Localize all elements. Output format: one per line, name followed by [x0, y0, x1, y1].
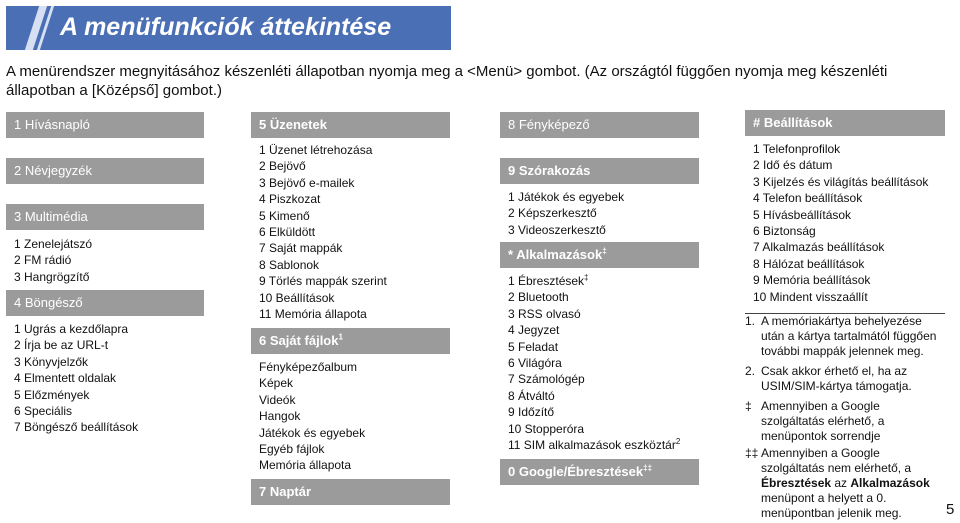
- list-item: Fényképezőalbum: [259, 360, 358, 374]
- item-label: 11 SIM alkalmazások eszköztár: [508, 438, 676, 453]
- footnote-line: menüpontban jelenik meg.: [761, 506, 902, 520]
- list-item: 7 Saját mappák: [259, 241, 343, 256]
- list-item: [508, 273, 680, 289]
- messages-submenu: [259, 142, 387, 322]
- list-item: 5 Kimenő: [259, 208, 310, 223]
- footnote-line: után a kártya tartalmától függően: [761, 329, 937, 343]
- list-item: 6 Speciális: [14, 404, 73, 419]
- list-item: 5 Feladat: [508, 339, 559, 354]
- menu-header-call-log: 1 Hívásnapló: [6, 112, 204, 138]
- footnote-line: menüpont a helyett a 0.: [761, 491, 887, 505]
- footnote-marker: ‡: [584, 273, 589, 282]
- list-item: 4 Telefon beállítások: [753, 191, 863, 206]
- menu-header-browser: 4 Böngésző: [6, 290, 204, 316]
- list-item: 9 Törlés mappák szerint: [259, 274, 387, 289]
- footnote-1: [745, 314, 936, 359]
- my-files-submenu: [259, 359, 365, 474]
- settings-submenu: [753, 141, 928, 305]
- list-item: 4 Piszkozat: [259, 192, 321, 207]
- footnote-line: további mappák jelennek meg.: [761, 344, 924, 358]
- footnote-text: az: [831, 476, 851, 490]
- footnote-line: Csak akkor érhető el, ha az: [761, 364, 908, 378]
- item-label: 1 Ébresztések: [508, 274, 585, 288]
- list-item: 1 Ugrás a kezdőlapra: [14, 322, 129, 336]
- list-item: 7 Alkalmazás beállítások: [753, 240, 885, 255]
- list-item: 1 Játékok és egyebek: [508, 190, 625, 204]
- footnote-line: USIM/SIM-kártya támogatja.: [761, 379, 912, 393]
- list-item: [508, 437, 680, 453]
- footnote-line: Amennyiben a Google: [761, 446, 880, 460]
- menu-header-my-files: [251, 328, 450, 354]
- list-item: 3 Könyvjelzők: [14, 354, 89, 369]
- list-item: 9 Memória beállítások: [753, 273, 871, 288]
- list-item: 7 Számológép: [508, 372, 585, 387]
- list-item: 3 Bejövő e-mailek: [259, 175, 355, 190]
- footnote-marker: 1.: [745, 314, 756, 328]
- applications-submenu: [508, 273, 680, 453]
- list-item: 9 Időzítő: [508, 405, 555, 420]
- list-item: 6 Biztonság: [753, 224, 816, 239]
- browser-submenu: [14, 321, 138, 436]
- list-item: 3 Videoszerkesztő: [508, 222, 606, 237]
- list-item: 1 Zenelejátszó: [14, 237, 93, 251]
- page-title-bar: [6, 6, 451, 50]
- list-item: Videók: [259, 392, 296, 407]
- footnote-marker: ‡‡: [643, 463, 653, 473]
- page-number: 5: [946, 501, 955, 518]
- footnote-marker: 2: [675, 437, 681, 447]
- list-item: 3 RSS olvasó: [508, 306, 581, 321]
- menu-header-settings: # Beállítások: [745, 110, 945, 136]
- footnote-2: [745, 364, 912, 394]
- list-item: 2 Képszerkesztő: [508, 206, 597, 221]
- header-label: * Alkalmazások: [508, 247, 603, 262]
- list-item: Hangok: [259, 409, 301, 424]
- menu-header-camera: 8 Fényképező: [500, 112, 699, 138]
- list-item: Egyéb fájlok: [259, 442, 325, 457]
- list-item: 1 Üzenet létrehozása: [259, 143, 373, 157]
- footnote-marker: 2.: [745, 364, 756, 378]
- list-item: 3 Kijelzés és világítás beállítások: [753, 174, 929, 189]
- footnote-marker: 1: [338, 332, 343, 342]
- list-item: 3 Hangrögzítő: [14, 269, 90, 284]
- list-item: 5 Hívásbeállítások: [753, 207, 852, 222]
- page-title: A menüfunkciók áttekintése: [60, 13, 392, 41]
- footnote-marker: ‡: [602, 246, 607, 256]
- bold-term: Ébresztések: [761, 476, 832, 490]
- footnote-marker: ‡‡: [745, 446, 759, 460]
- list-item: 4 Jegyzet: [508, 323, 560, 338]
- list-item: 5 Előzmények: [14, 387, 90, 402]
- list-item: 6 Világóra: [508, 356, 562, 371]
- list-item: 10 Stopperóra: [508, 421, 585, 436]
- list-item: 2 Bluetooth: [508, 290, 569, 305]
- bold-term: Alkalmazások: [850, 476, 930, 490]
- list-item: 2 Idő és dátum: [753, 158, 833, 173]
- intro-paragraph: A menürendszer megnyitásához készenléti állapotban nyomja meg a <Menü> gombot. (Az országtól függően nyomja meg készenléti állapotban a [Középső] gombot.): [6, 63, 888, 99]
- list-item: 10 Mindent visszaállít: [753, 289, 868, 304]
- list-item: 8 Átváltó: [508, 388, 555, 403]
- menu-header-contacts: 2 Névjegyzék: [6, 158, 204, 184]
- footnote-3: [745, 399, 884, 444]
- list-item: Játékok és egyebek: [259, 425, 366, 440]
- multimedia-submenu: [14, 236, 92, 285]
- footnote-marker: ‡: [745, 399, 752, 413]
- menu-header-calendar: 7 Naptár: [251, 479, 450, 505]
- footnote-line: szolgáltatás nem elérhető, a: [761, 461, 912, 475]
- menu-header-multimedia: 3 Multimédia: [6, 204, 204, 230]
- list-item: 8 Sablonok: [259, 257, 320, 272]
- list-item: Képek: [259, 376, 294, 391]
- footnote-line: A memóriakártya behelyezése: [761, 314, 922, 328]
- footnote-line: Amennyiben a Google: [761, 399, 880, 413]
- footnote-line: szolgáltatás elérhető, a: [761, 414, 885, 428]
- list-item: 2 Írja be az URL-t: [14, 338, 109, 353]
- list-item: 4 Elmentett oldalak: [14, 371, 117, 386]
- header-label: 6 Saját fájlok: [259, 333, 339, 348]
- footnote-line: menüpontok sorrendje: [761, 429, 881, 443]
- menu-header-messages: 5 Üzenetek: [251, 112, 450, 138]
- menu-header-google-alarms: [500, 459, 699, 485]
- header-label: 0 Google/Ébresztések: [508, 464, 644, 479]
- menu-header-entertainment: 9 Szórakozás: [500, 158, 699, 184]
- list-item: 10 Beállítások: [259, 290, 335, 305]
- list-item: 6 Elküldött: [259, 225, 316, 240]
- list-item: 8 Hálózat beállítások: [753, 256, 865, 271]
- list-item: 11 Memória állapota: [259, 307, 367, 322]
- footnote-line: [745, 476, 930, 491]
- footnote-4: [745, 446, 930, 521]
- list-item: 1 Telefonprofilok: [753, 142, 841, 156]
- list-item: 2 FM rádió: [14, 253, 72, 268]
- list-item: Memória állapota: [259, 458, 352, 473]
- list-item: 2 Bejövő: [259, 159, 306, 174]
- list-item: 7 Böngésző beállítások: [14, 420, 139, 435]
- entertainment-submenu: [508, 189, 624, 238]
- menu-header-applications: [500, 242, 699, 268]
